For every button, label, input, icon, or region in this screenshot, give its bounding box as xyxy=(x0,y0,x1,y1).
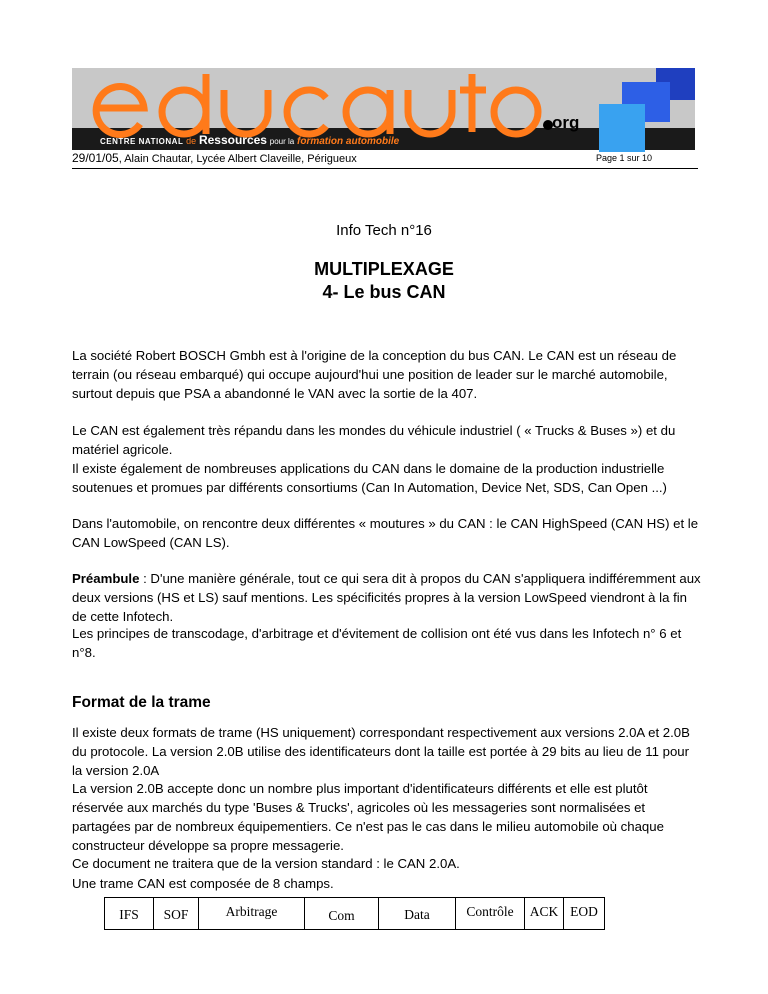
paragraph: Les principes de transcodage, d'arbitrage et d'évitement de collision ont été vus dans les Infotech n° 6 et n°8. xyxy=(72,626,682,660)
tagline-part: pour la xyxy=(269,137,295,146)
paragraph: Il existe deux formats de trame (HS uniquement) correspondant respectivement aux versions 2.0A et 2.0B du protocole. La version 2.0B utilise des identificateurs dont la taille est portée à 29 bits au lieu de 11 pour la version 2.0A xyxy=(72,725,690,778)
page-number: Page 1 sur 10 xyxy=(596,153,653,163)
frame-field-arbitrage: Arbitrage xyxy=(199,898,305,930)
preamble-paragraph xyxy=(72,569,702,626)
frame-field-eod: EOD xyxy=(564,898,605,930)
paragraph: La version 2.0B accepte donc un nombre plus important d'identificateurs différents et elle est plutôt réservée aux marchés du type 'Buses & Trucks', agricoles où les messageries sont normalisées et partagées par de nombreux équipementiers. Ce n'est pas le cas dans le milieu automobile où chaque constructeur développe sa propre messagerie. xyxy=(72,781,664,853)
frame-field-data: Data xyxy=(379,898,456,930)
paragraph: La société Robert BOSCH Gmbh est à l'origine de la conception du bus CAN. Le CAN est un réseau de terrain (ou réseau embarqué) qui occupe aujourd'hui une position de leader sur le marché automobile, surtout depuis que PSA a abandonné le VAN avec la sortie de la 407. xyxy=(72,348,677,401)
preamble-label: Préambule xyxy=(72,571,140,586)
preamble-text: : D'une manière générale, tout ce qui sera dit à propos du CAN s'appliquera indifféremment aux deux versions (HS et LS) sauf mentions. Les spécificités propres à la version LowSpeed viendront à la fin de cette Infotech. xyxy=(72,571,701,624)
header-info xyxy=(72,151,652,165)
logo-org-suffix: org xyxy=(552,113,580,132)
table-row xyxy=(105,898,605,930)
tagline-part: CENTRE NATIONAL xyxy=(100,137,184,146)
frame-field-controle: Contrôle xyxy=(456,898,525,930)
header-divider xyxy=(72,168,698,169)
paragraph: Le CAN est également très répandu dans les mondes du véhicule industriel ( « Trucks & Buses ») et du matériel agricole. xyxy=(72,423,676,457)
logo-tagline xyxy=(100,133,399,147)
header-date: 29/01/05 xyxy=(72,151,119,165)
paragraph: Une trame CAN est composée de 8 champs. xyxy=(72,876,334,891)
page-title: MULTIPLEXAGE xyxy=(314,259,454,279)
tagline-part: Ressources xyxy=(198,133,267,147)
paragraph: Il existe également de nombreuses applications du CAN dans le domaine de la production industrielle soutenues et promues par différents consortiums (Can In Automation, Device Net, SDS, Can Open ...) xyxy=(72,461,667,495)
paragraph: Ce document ne traitera que de la version standard : le CAN 2.0A. xyxy=(72,856,460,871)
frame-field-ifs: IFS xyxy=(105,898,154,930)
logo-blue-square xyxy=(599,104,645,152)
frame-field-ack: ACK xyxy=(525,898,564,930)
frame-field-sof: SOF xyxy=(154,898,199,930)
paragraph: Dans l'automobile, on rencontre deux différentes « moutures » du CAN : le CAN HighSpeed (CAN HS) et le CAN LowSpeed (CAN LS). xyxy=(72,516,699,550)
infotech-number: Info Tech n°16 xyxy=(336,222,432,239)
tagline-part: formation automobile xyxy=(297,136,400,147)
tagline-part: de xyxy=(186,136,197,146)
header-author: , Alain Chautar, Lycée Albert Claveille, Périgueux xyxy=(118,153,357,165)
can-frame-table xyxy=(104,897,605,930)
section-heading: Format de la trame xyxy=(72,694,211,711)
frame-field-com: Com xyxy=(305,898,379,930)
page-subtitle: 4- Le bus CAN xyxy=(322,282,446,302)
